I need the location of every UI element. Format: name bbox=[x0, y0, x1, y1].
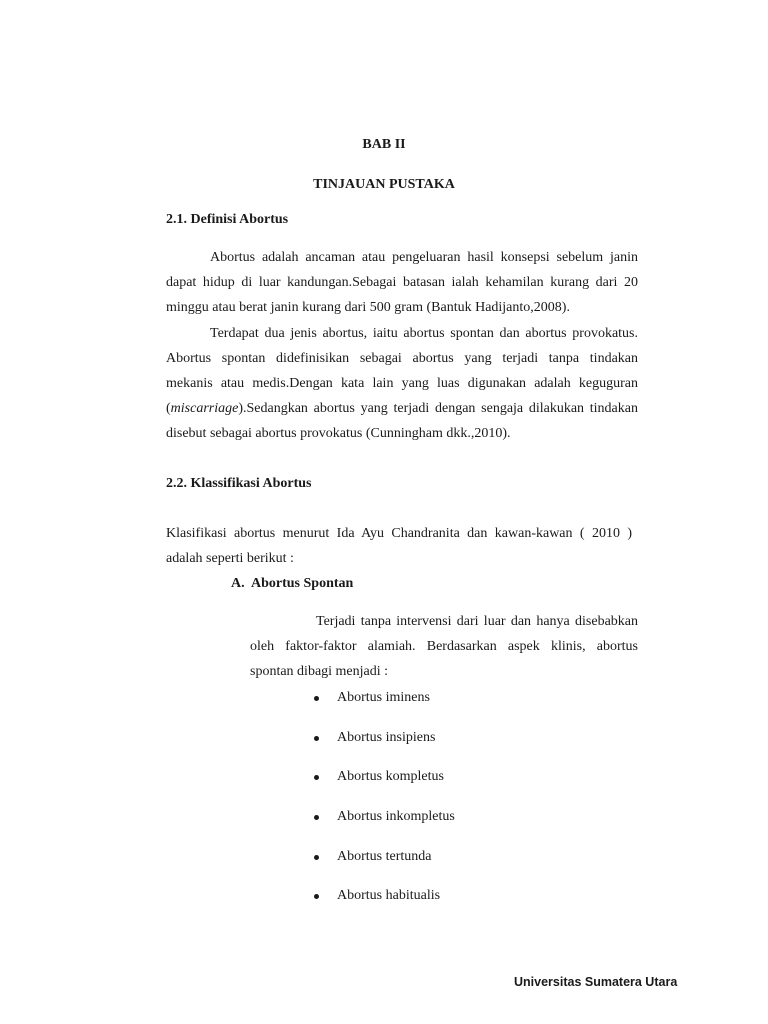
bullet-icon bbox=[314, 775, 319, 780]
subheading-abortus-spontan: Abortus Spontan bbox=[251, 576, 354, 591]
bullet-icon bbox=[314, 894, 319, 899]
paren: ( bbox=[166, 401, 171, 416]
paragraph-line: Abortus adalah ancaman atau pengeluaran hasil konsepsi sebelum janin bbox=[210, 250, 638, 265]
paragraph-text: ).Sedangkan abortus yang terjadi dengan sengaja dilakukan tindakan bbox=[238, 401, 638, 416]
list-item: Abortus inkompletus bbox=[337, 809, 455, 824]
list-item: Abortus tertunda bbox=[337, 849, 432, 864]
chapter-title: TINJAUAN PUSTAKA bbox=[313, 177, 455, 192]
bullet-icon bbox=[314, 696, 319, 701]
list-item: Abortus insipiens bbox=[337, 730, 436, 745]
paragraph-line: oleh faktor-faktor alamiah. Berdasarkan aspek klinis, abortus bbox=[250, 639, 638, 654]
chapter-number: BAB II bbox=[362, 137, 406, 152]
paragraph-line: Terjadi tanpa intervensi dari luar dan hanya disebabkan bbox=[316, 614, 638, 629]
bullet-icon bbox=[314, 736, 319, 741]
paragraph-line: Klasifikasi abortus menurut Ida Ayu Chandranita dan kawan-kawan ( 2010 ) bbox=[166, 526, 632, 541]
paragraph-line: minggu atau berat janin kurang dari 500 gram (Bantuk Hadijanto,2008). bbox=[166, 300, 570, 315]
paragraph-line: dapat hidup di luar kandungan.Sebagai batasan ialah kehamilan kurang dari 20 bbox=[166, 275, 638, 290]
list-item: Abortus kompletus bbox=[337, 769, 444, 784]
list-item: Abortus habitualis bbox=[337, 888, 441, 903]
paragraph-line: adalah seperti berikut : bbox=[166, 551, 294, 566]
subheading-marker: A. bbox=[231, 576, 245, 591]
section-heading-definisi: 2.1. Definisi Abortus bbox=[166, 212, 289, 227]
italic-term: miscarriage bbox=[170, 401, 239, 416]
paragraph-line: disebut sebagai abortus provokatus (Cunningham dkk.,2010). bbox=[166, 426, 511, 441]
paragraph-line bbox=[166, 400, 638, 418]
paragraph-line: Abortus spontan didefinisikan sebagai abortus yang terjadi tanpa tindakan bbox=[166, 351, 638, 366]
bullet-icon bbox=[314, 855, 319, 860]
bullet-icon bbox=[314, 815, 319, 820]
paragraph-line: Terdapat dua jenis abortus, iaitu abortus spontan dan abortus provokatus. bbox=[210, 326, 638, 341]
paragraph-line: spontan dibagi menjadi : bbox=[250, 664, 389, 679]
page-footer: Universitas Sumatera Utara bbox=[514, 975, 678, 989]
section-heading-klasifikasi: 2.2. Klassifikasi Abortus bbox=[166, 476, 312, 491]
paragraph-line: mekanis atau medis.Dengan kata lain yang luas digunakan adalah keguguran bbox=[166, 376, 638, 391]
list-item: Abortus iminens bbox=[337, 690, 430, 705]
